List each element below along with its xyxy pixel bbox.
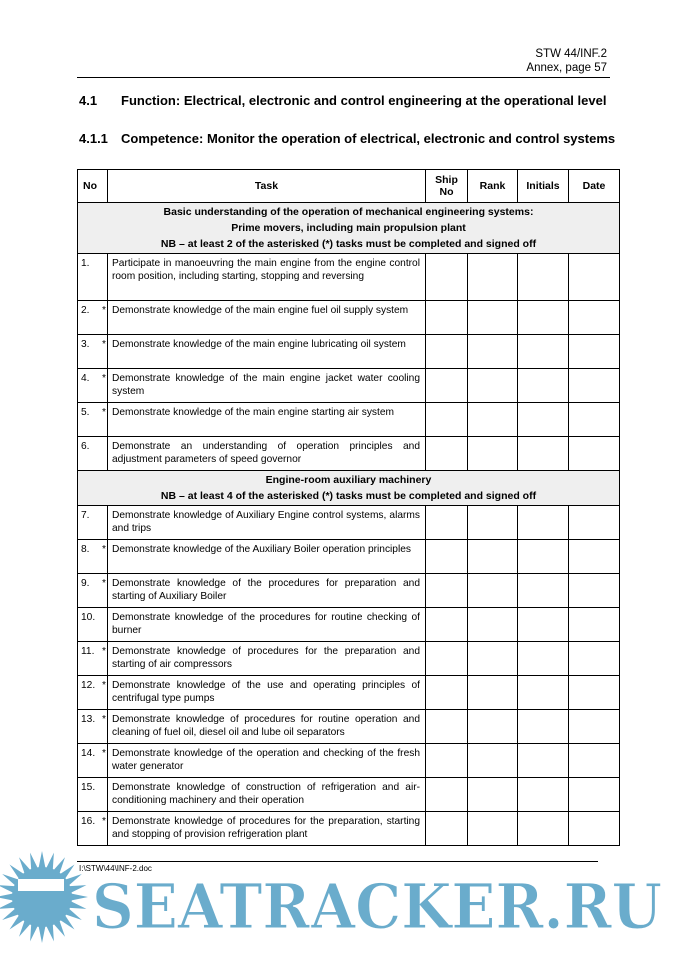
ship-no-cell[interactable] <box>426 369 468 403</box>
initials-cell[interactable] <box>518 369 569 403</box>
initials-cell[interactable] <box>518 506 569 540</box>
rank-cell[interactable] <box>468 403 518 437</box>
initials-cell[interactable] <box>518 778 569 812</box>
initials-cell[interactable] <box>518 710 569 744</box>
task-description: Demonstrate knowledge of Auxiliary Engine control systems, alarms and trips <box>108 506 426 540</box>
section-line: Engine-room auxiliary machinery <box>265 474 432 486</box>
header-rule <box>77 77 610 78</box>
task-number-cell <box>78 506 108 540</box>
task-number: 16. <box>81 816 96 827</box>
table-row <box>78 608 620 642</box>
task-description: Demonstrate knowledge of procedures for the preparation and starting of air compressors <box>108 642 426 676</box>
sun-icon <box>0 851 88 943</box>
heading-number: 4.1.1 <box>79 131 108 146</box>
date-cell[interactable] <box>569 812 620 846</box>
task-number: 15. <box>81 782 96 793</box>
task-description: Demonstrate knowledge of construction of refrigeration and air-conditioning machinery and their operation <box>108 778 426 812</box>
table-row <box>78 778 620 812</box>
task-number-cell <box>78 574 108 608</box>
task-table <box>77 169 620 846</box>
footer-rule <box>77 861 598 862</box>
initials-cell[interactable] <box>518 437 569 471</box>
task-number: 4. <box>81 373 90 384</box>
date-cell[interactable] <box>569 642 620 676</box>
page-header <box>526 47 607 75</box>
rank-cell[interactable] <box>468 254 518 301</box>
table-header-row <box>78 170 620 203</box>
task-number: 2. <box>81 305 90 316</box>
task-number-cell <box>78 608 108 642</box>
task-description: Demonstrate knowledge of the main engine starting air system <box>108 403 426 437</box>
date-cell[interactable] <box>569 254 620 301</box>
task-number: 7. <box>81 510 90 521</box>
initials-cell[interactable] <box>518 744 569 778</box>
initials-cell[interactable] <box>518 608 569 642</box>
table-row <box>78 744 620 778</box>
table-row <box>78 335 620 369</box>
ship-no-cell[interactable] <box>426 437 468 471</box>
task-number-cell <box>78 778 108 812</box>
asterisk-marker: * <box>102 748 106 759</box>
initials-cell[interactable] <box>518 403 569 437</box>
ship-no-cell[interactable] <box>426 812 468 846</box>
rank-cell[interactable] <box>468 301 518 335</box>
table-row <box>78 540 620 574</box>
asterisk-marker: * <box>102 407 106 418</box>
initials-cell[interactable] <box>518 540 569 574</box>
asterisk-marker: * <box>102 305 106 316</box>
asterisk-marker: * <box>102 373 106 384</box>
task-description: Demonstrate an understanding of operation principles and adjustment parameters of speed governor <box>108 437 426 471</box>
heading-number: 4.1 <box>79 93 98 108</box>
column-header-ship-no: Ship No <box>426 170 468 203</box>
doc-reference: STW 44/INF.2 <box>535 48 607 60</box>
task-number-cell <box>78 301 108 335</box>
asterisk-marker: * <box>102 578 106 589</box>
date-cell[interactable] <box>569 403 620 437</box>
task-number: 9. <box>81 578 90 589</box>
task-description: Demonstrate knowledge of the procedures for preparation and starting of Auxiliary Boiler <box>108 574 426 608</box>
task-number-cell <box>78 437 108 471</box>
initials-cell[interactable] <box>518 676 569 710</box>
section-line: Prime movers, including main propulsion plant <box>231 222 466 234</box>
date-cell[interactable] <box>569 437 620 471</box>
table-row <box>78 574 620 608</box>
task-description: Demonstrate knowledge of the Auxiliary Boiler operation principles <box>108 540 426 574</box>
table-row <box>78 254 620 301</box>
initials-cell[interactable] <box>518 812 569 846</box>
rank-cell[interactable] <box>468 710 518 744</box>
ship-no-cell[interactable] <box>426 710 468 744</box>
section-header-row <box>78 471 620 506</box>
date-cell[interactable] <box>569 710 620 744</box>
rank-cell[interactable] <box>468 608 518 642</box>
section-header-row <box>78 203 620 254</box>
date-cell[interactable] <box>569 369 620 403</box>
date-cell[interactable] <box>569 506 620 540</box>
column-header-initials: Initials <box>518 170 569 203</box>
task-description: Demonstrate knowledge of procedures for routine operation and cleaning of fuel oil, diesel oil and lube oil separators <box>108 710 426 744</box>
task-description: Demonstrate knowledge of the procedures for routine checking of burner <box>108 608 426 642</box>
column-header-task: Task <box>108 170 426 203</box>
task-number-cell <box>78 642 108 676</box>
svg-text:SEATRACKER.RU: SEATRACKER.RU <box>92 870 662 943</box>
table-row <box>78 676 620 710</box>
table-row <box>78 506 620 540</box>
ship-no-cell[interactable] <box>426 506 468 540</box>
task-description: Demonstrate knowledge of the use and operating principles of centrifugal type pumps <box>108 676 426 710</box>
asterisk-marker: * <box>102 714 106 725</box>
heading-text: Function: Electrical, electronic and control engineering at the operational level <box>121 93 607 108</box>
initials-cell[interactable] <box>518 335 569 369</box>
date-cell[interactable] <box>569 778 620 812</box>
ship-no-cell[interactable] <box>426 608 468 642</box>
task-number: 5. <box>81 407 90 418</box>
rank-cell[interactable] <box>468 642 518 676</box>
task-number: 12. <box>81 680 96 691</box>
task-number: 10. <box>81 612 96 623</box>
rank-cell[interactable] <box>468 676 518 710</box>
task-number: 8. <box>81 544 90 555</box>
ship-no-cell[interactable] <box>426 744 468 778</box>
asterisk-marker: * <box>102 680 106 691</box>
column-header-no: No <box>78 170 108 203</box>
task-number-cell <box>78 744 108 778</box>
task-number: 1. <box>81 258 90 269</box>
ship-no-cell[interactable] <box>426 676 468 710</box>
ship-no-cell[interactable] <box>426 574 468 608</box>
task-number-cell <box>78 676 108 710</box>
task-number: 6. <box>81 441 90 452</box>
initials-cell[interactable] <box>518 642 569 676</box>
ship-no-cell[interactable] <box>426 301 468 335</box>
task-number-cell <box>78 335 108 369</box>
heading-text: Competence: Monitor the operation of electrical, electronic and control systems <box>121 131 616 146</box>
ship-no-cell[interactable] <box>426 778 468 812</box>
task-number-cell <box>78 369 108 403</box>
task-number: 3. <box>81 339 90 350</box>
ship-no-cell[interactable] <box>426 642 468 676</box>
date-cell[interactable] <box>569 676 620 710</box>
asterisk-marker: * <box>102 816 106 827</box>
table-row <box>78 403 620 437</box>
asterisk-marker: * <box>102 544 106 555</box>
initials-cell[interactable] <box>518 301 569 335</box>
task-number-cell <box>78 812 108 846</box>
section-header <box>78 203 620 254</box>
date-cell[interactable] <box>569 540 620 574</box>
task-description: Demonstrate knowledge of the main engine fuel oil supply system <box>108 301 426 335</box>
date-cell[interactable] <box>569 744 620 778</box>
task-description: Demonstrate knowledge of the main engine jacket water cooling system <box>108 369 426 403</box>
task-number: 13. <box>81 714 96 725</box>
rank-cell[interactable] <box>468 744 518 778</box>
rank-cell[interactable] <box>468 812 518 846</box>
ship-no-cell[interactable] <box>426 254 468 301</box>
footer-path: I:\STW\44\INF-2.doc <box>79 864 152 873</box>
section-line: Basic understanding of the operation of mechanical engineering systems: <box>163 206 534 218</box>
task-description: Demonstrate knowledge of procedures for the preparation, starting and stopping of provision refrigeration plant <box>108 812 426 846</box>
task-description: Participate in manoeuvring the main engine from the engine control room position, including starting, stopping and reversing <box>108 254 426 301</box>
rank-cell[interactable] <box>468 335 518 369</box>
table-row <box>78 812 620 846</box>
initials-cell[interactable] <box>518 254 569 301</box>
initials-cell[interactable] <box>518 574 569 608</box>
task-number: 11. <box>81 646 95 657</box>
ship-no-cell[interactable] <box>426 335 468 369</box>
table-row <box>78 301 620 335</box>
table-row <box>78 642 620 676</box>
task-number-cell <box>78 540 108 574</box>
date-cell[interactable] <box>569 608 620 642</box>
rank-cell[interactable] <box>468 778 518 812</box>
table-row <box>78 710 620 744</box>
section-line: NB – at least 2 of the asterisked (*) tasks must be completed and signed off <box>160 238 537 250</box>
date-cell[interactable] <box>569 574 620 608</box>
task-number-cell <box>78 403 108 437</box>
task-number-cell <box>78 710 108 744</box>
rank-cell[interactable] <box>468 506 518 540</box>
date-cell[interactable] <box>569 301 620 335</box>
asterisk-marker: * <box>102 339 106 350</box>
column-header-rank: Rank <box>468 170 518 203</box>
section-line: NB – at least 4 of the asterisked (*) tasks must be completed and signed off <box>160 490 537 502</box>
task-number: 14. <box>81 748 96 759</box>
rank-cell[interactable] <box>468 369 518 403</box>
rank-cell[interactable] <box>468 574 518 608</box>
section-header <box>78 471 620 506</box>
asterisk-marker: * <box>102 646 106 657</box>
table-row <box>78 369 620 403</box>
task-description: Demonstrate knowledge of the operation and checking of the fresh water generator <box>108 744 426 778</box>
column-header-date: Date <box>569 170 620 203</box>
task-number-cell <box>78 254 108 301</box>
task-description: Demonstrate knowledge of the main engine lubricating oil system <box>108 335 426 369</box>
rank-cell[interactable] <box>468 540 518 574</box>
ship-no-cell[interactable] <box>426 540 468 574</box>
page-number: Annex, page 57 <box>526 62 607 74</box>
date-cell[interactable] <box>569 335 620 369</box>
ship-no-cell[interactable] <box>426 403 468 437</box>
table-row <box>78 437 620 471</box>
rank-cell[interactable] <box>468 437 518 471</box>
